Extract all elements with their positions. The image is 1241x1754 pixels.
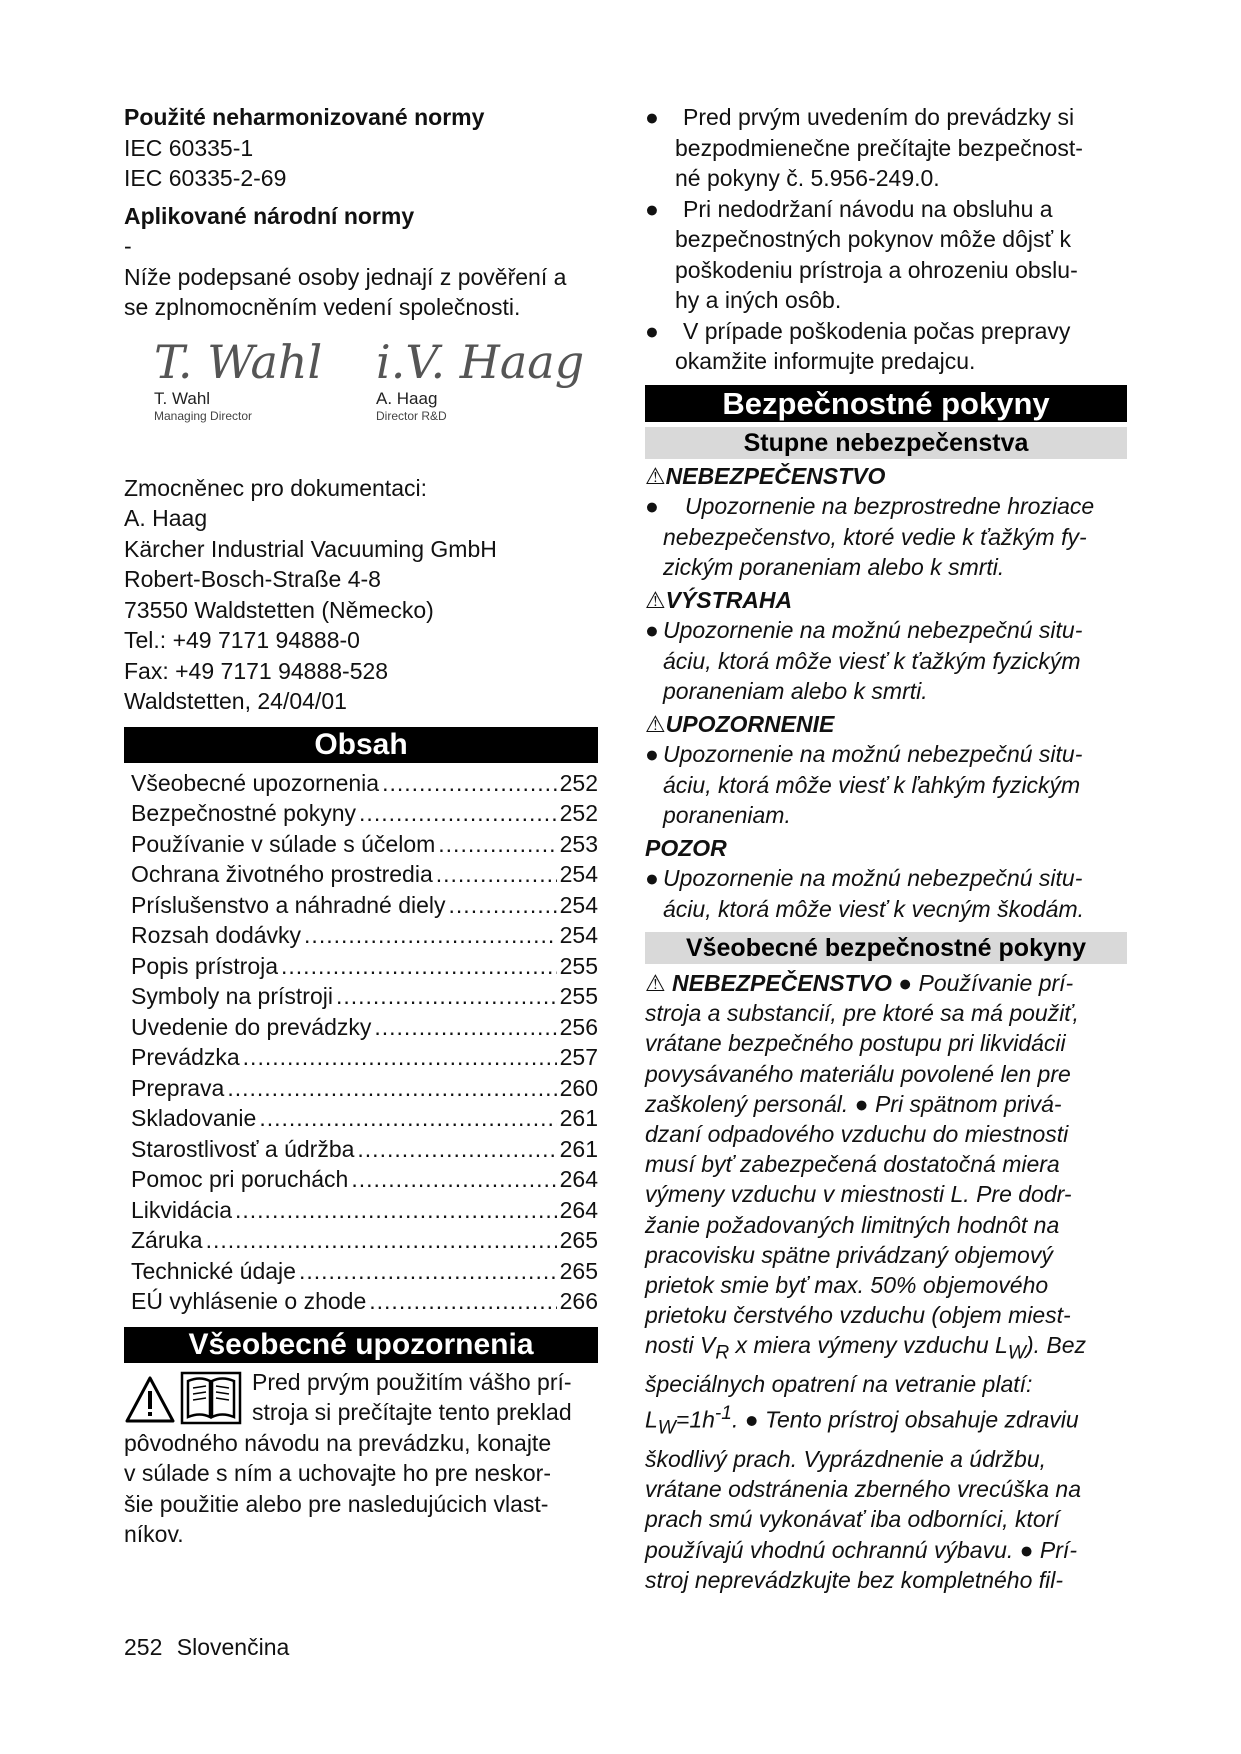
safety-heading: Bezpečnostné pokyny <box>645 385 1127 422</box>
hazard-description <box>645 491 1127 583</box>
toc-entry <box>124 829 598 860</box>
signature-script: i.V. Haag <box>376 334 585 389</box>
page-footer <box>124 1634 289 1661</box>
formula-line <box>645 1399 1127 1443</box>
hazard-levels <box>645 461 1127 925</box>
contact-line: Robert-Bosch-Straße 4-8 <box>124 566 381 592</box>
toc-dot-leader <box>259 1103 556 1134</box>
footer-language: Slovenčina <box>176 1634 290 1660</box>
toc-entry-page: 256 <box>559 1013 598 1040</box>
toc-entry-page: 261 <box>559 1105 598 1131</box>
hazard-text: zickým poraneniam alebo k smrti. <box>663 554 1005 580</box>
hazard-levels-heading: Stupne nebezpečenstva <box>645 427 1127 459</box>
bullet-dot: ● <box>645 741 659 767</box>
toc-heading: Obsah <box>124 727 598 763</box>
bullet-text: Pred prvým uvedením do prevádzky si <box>683 104 1075 130</box>
national-norms-value: - <box>124 233 132 259</box>
hazard-label-text: POZOR <box>645 834 727 861</box>
signer-title: Managing Director <box>154 408 253 423</box>
toc-dot-leader <box>449 890 557 921</box>
toc-entry-title: Bezpečnostné pokyny <box>131 800 357 826</box>
toc-entry <box>124 1134 598 1165</box>
contact-line: A. Haag <box>124 505 208 531</box>
formula-superscript: -1 <box>714 1403 732 1425</box>
toc-entry-title: Záruka <box>131 1227 203 1253</box>
toc-dot-leader <box>243 1042 557 1073</box>
hazard-description <box>645 863 1127 924</box>
formula-subscript: W <box>657 1417 676 1439</box>
toc-entry-title: Symboly na prístroji <box>131 983 333 1009</box>
hazard-label-text: VÝSTRAHA <box>665 586 793 613</box>
formula-text: L <box>645 1407 658 1434</box>
warning-icon: ⚠ <box>645 462 666 489</box>
intro-bullet <box>645 194 1127 316</box>
warning-icon: ⚠ <box>645 586 666 613</box>
toc-entry-page: 255 <box>559 983 598 1009</box>
norm-item: IEC 60335-2-69 <box>124 165 287 191</box>
toc-entry-page: 255 <box>559 952 598 979</box>
general-notes-text: v súlade s ním a uchovajte ho pre neskor- <box>124 1460 552 1486</box>
toc-dot-leader <box>227 1073 556 1104</box>
toc-entry-page: 261 <box>559 1135 598 1162</box>
manual-book-icon <box>180 1371 242 1425</box>
signature-wahl <box>154 335 322 423</box>
safety-text-line: prietok smie byť max. 50% objemového <box>645 1272 1049 1299</box>
signer-title: Director R&D <box>376 408 447 423</box>
toc-entry <box>124 1225 598 1256</box>
safety-text-line: povysávaného materiálu povolené len pre <box>645 1060 1071 1087</box>
general-safety-text <box>645 968 1127 1595</box>
right-column <box>645 102 1127 1595</box>
general-notes-text: pôvodného návodu na prevádzku, konajte <box>124 1429 552 1456</box>
bullet-text: V prípade poškodenia počas prepravy <box>683 317 1071 344</box>
page-number: 252 <box>124 1634 163 1660</box>
signature-block <box>124 323 598 473</box>
toc-dot-leader <box>359 798 557 829</box>
toc-dot-leader <box>299 1256 557 1287</box>
toc-entry-page: 264 <box>559 1196 598 1223</box>
bullet-dot: ● <box>645 865 659 891</box>
toc-entry-title: Používanie v súlade s účelom <box>131 830 436 857</box>
safety-text-line: používajú vhodnú ochrannú výbavu. ● Prí- <box>645 1536 1077 1563</box>
hazard-description <box>645 615 1127 707</box>
toc-dot-leader <box>351 1164 556 1195</box>
contact-line: 73550 Waldstetten (Německo) <box>124 596 434 623</box>
toc-entry-title: Rozsah dodávky <box>131 922 302 948</box>
hazard-text: poraneniam. <box>663 802 791 828</box>
toc-dot-leader <box>304 920 557 951</box>
toc-entry <box>124 1042 598 1073</box>
toc-entry-page: 265 <box>559 1227 598 1253</box>
contact-line: Zmocněnec pro dokumentaci: <box>124 474 427 501</box>
warning-icon <box>124 1375 176 1425</box>
toc-entry <box>124 768 598 799</box>
toc-dot-leader <box>382 768 557 799</box>
toc-entry-title: EÚ vyhlásenie o zhode <box>131 1288 367 1314</box>
icon-row <box>124 1367 598 1428</box>
safety-text-line: výmeny vzduchu v miestnosti L. Pre dodr- <box>645 1181 1072 1208</box>
bullet-text: bezpečnostných pokynov môže dôjsť k <box>675 226 1072 252</box>
general-notes-text: šie použitie alebo pre nasledujúcich vlast- <box>124 1490 549 1517</box>
toc-entry-page: 266 <box>559 1288 598 1314</box>
toc-entry <box>124 951 598 982</box>
bullet-text: Pri nedodržaní návodu na obsluhu a <box>683 195 1053 222</box>
contact-line: Kärcher Industrial Vacuuming GmbH <box>124 535 497 562</box>
general-safety-heading: Všeobecné bezpečnostné pokyny <box>645 932 1127 964</box>
hazard-text: nebezpečenstvo, ktoré vedie k ťažkým fy- <box>663 523 1087 550</box>
hazard-label-text: NEBEZPEČENSTVO <box>665 462 886 489</box>
general-notes-text: Pred prvým použitím vášho prí- <box>252 1368 572 1395</box>
safety-text-line: vrátane odstránenia zberného vrecúška na <box>645 1476 1082 1503</box>
toc-entry-page: 254 <box>559 861 598 887</box>
toc-entry <box>124 798 598 829</box>
formula-line <box>645 1330 1127 1369</box>
formula-text: ). Bez <box>1025 1332 1087 1359</box>
formula-subscript: R <box>715 1343 730 1365</box>
toc-entry <box>124 1073 598 1104</box>
signature-haag <box>376 335 584 423</box>
bullet-text: bezpodmienečne prečítajte bezpečnost- <box>675 134 1083 161</box>
bullet-dot: ● <box>645 617 659 643</box>
toc-entry-page: 265 <box>559 1257 598 1284</box>
hazard-text: Upozornenie na možnú nebezpečnú situ- <box>663 741 1083 767</box>
toc-entry-title: Prevádzka <box>131 1044 240 1070</box>
toc-entry-page: 260 <box>559 1074 598 1101</box>
toc-dot-leader <box>369 1286 556 1317</box>
formula-text: x miera výmeny vzduchu L <box>729 1332 1008 1359</box>
toc-entry-title: Starostlivosť a údržba <box>131 1135 355 1162</box>
safety-text-line: vrátane bezpečného postupu pri likvidácii <box>645 1030 1066 1057</box>
safety-text-line: ● Používanie prí- <box>891 970 1074 996</box>
bullet-text: okamžite informujte predajcu. <box>675 348 976 374</box>
toc-entry <box>124 1103 598 1134</box>
toc-entry <box>124 1256 598 1287</box>
hazard-level <box>645 461 1127 583</box>
toc-dot-leader <box>436 859 557 890</box>
toc-entry-title: Skladovanie <box>131 1105 257 1131</box>
toc-dot-leader <box>235 1195 557 1226</box>
hazard-text: áciu, ktorá môže viesť k ťažkým fyzickým <box>663 647 1081 674</box>
left-column <box>124 102 598 1550</box>
contact-line: Waldstetten, 24/04/01 <box>124 688 347 714</box>
toc-entry-title: Všeobecné upozornenia <box>131 769 380 796</box>
toc-entry-title: Likvidácia <box>131 1196 232 1223</box>
norm-item: IEC 60335-1 <box>124 134 254 161</box>
toc-entry <box>124 1286 598 1317</box>
formula-text: =1h <box>675 1407 715 1434</box>
toc-entry <box>124 859 598 890</box>
safety-text-line: stroja a substancií, pre ktoré sa má použiť, <box>645 1000 1079 1027</box>
bullet-text: né pokyny č. 5.956-249.0. <box>675 165 940 191</box>
hazard-text: áciu, ktorá môže viesť k ľahkým fyzickým <box>663 771 1081 798</box>
toc-dot-leader <box>206 1225 557 1256</box>
hazard-level <box>645 585 1127 707</box>
formula-text: nosti V <box>645 1332 716 1359</box>
safety-text-line: musí byť zabezpečená dostatočná miera <box>645 1151 1060 1178</box>
toc-entry <box>124 890 598 921</box>
national-norms-heading: Aplikované národní normy <box>124 202 415 229</box>
general-notes-block <box>124 1367 598 1550</box>
bullet-dot: ● <box>645 195 659 222</box>
toc-dot-leader <box>336 981 557 1012</box>
contact-block <box>124 473 598 717</box>
safety-text-line: stroj neprevádzkujte bez kompletného fil- <box>645 1566 1064 1593</box>
bullet-dot: ● <box>645 104 659 130</box>
hazard-text: Upozornenie na bezprostredne hroziace <box>685 493 1095 519</box>
hazard-label <box>645 461 1127 492</box>
table-of-contents <box>124 768 598 1317</box>
general-notes-text: stroja si prečítajte tento preklad <box>252 1399 572 1425</box>
hazard-text: Upozornenie na možnú nebezpečnú situ- <box>663 617 1083 643</box>
bullet-text: poškodeniu prístroja a ohrozeniu obslu- <box>675 256 1078 283</box>
toc-dot-leader <box>438 829 556 860</box>
toc-entry-title: Príslušenstvo a náhradné diely <box>131 891 446 918</box>
safety-text-line: škodlivý prach. Vyprázdnenie a údržbu, <box>645 1445 1047 1472</box>
general-safety-label: NEBEZPEČENSTVO <box>672 970 892 996</box>
safety-text-line: pracovisku spätne privádzaný objemový <box>645 1241 1053 1268</box>
hazard-label <box>645 709 1127 740</box>
general-notes-text: níkov. <box>124 1521 184 1547</box>
hazard-text: poraneniam alebo k smrti. <box>663 678 928 704</box>
hazard-level <box>645 709 1127 831</box>
toc-entry-title: Ochrana životného prostredia <box>131 861 433 887</box>
toc-entry-page: 254 <box>559 891 598 918</box>
hazard-description <box>645 739 1127 831</box>
hazard-label <box>645 585 1127 616</box>
toc-entry <box>124 1164 598 1195</box>
warning-icon: ⚠ <box>645 710 666 737</box>
intro-bullets <box>645 102 1127 377</box>
signature-script: T. Wahl <box>154 334 323 389</box>
intro-bullet <box>645 316 1127 377</box>
toc-entry <box>124 981 598 1012</box>
toc-entry <box>124 1012 598 1043</box>
toc-entry-page: 264 <box>559 1166 598 1192</box>
safety-text-line: žanie požadovaných limitných hodnôt na <box>645 1211 1060 1238</box>
toc-entry-title: Technické údaje <box>131 1257 296 1284</box>
toc-entry-title: Preprava <box>131 1074 225 1101</box>
formula-subscript: W <box>1007 1343 1026 1365</box>
norms-heading: Použité neharmonizované normy <box>124 104 485 130</box>
intro-bullet <box>645 102 1127 194</box>
toc-entry-title: Pomoc pri poruchách <box>131 1166 349 1192</box>
formula-text: . ● Tento prístroj obsahuje zdraviu <box>731 1407 1079 1434</box>
hazard-label-text: UPOZORNENIE <box>665 710 835 737</box>
toc-dot-leader <box>357 1134 556 1165</box>
contact-line: Tel.: +49 7171 94888-0 <box>124 627 360 653</box>
toc-entry-title: Popis prístroja <box>131 952 279 979</box>
safety-text-line: prietoku čerstvého vzduchu (objem miest- <box>645 1302 1071 1329</box>
toc-entry <box>124 1195 598 1226</box>
signer-name: A. Haag <box>376 388 438 408</box>
safety-text-line: špeciálnych opatrení na vetranie platí: <box>645 1371 1033 1398</box>
toc-dot-leader <box>281 951 557 982</box>
toc-entry-page: 252 <box>559 769 598 796</box>
hazard-level <box>645 833 1127 925</box>
authorization-text: Níže podepsané osoby jednají z pověření a <box>124 263 567 290</box>
signer-name: T. Wahl <box>154 388 211 408</box>
bullet-dot: ● <box>645 317 659 344</box>
warning-icon: ⚠ <box>645 970 666 996</box>
hazard-text: Upozornenie na možnú nebezpečnú situ- <box>663 865 1083 891</box>
toc-entry-page: 257 <box>559 1044 598 1070</box>
safety-text-line: zaškolený personál. ● Pri spätnom privá- <box>645 1090 1062 1117</box>
hazard-text: áciu, ktorá môže viesť k vecným škodám. <box>663 895 1085 922</box>
toc-entry-page: 252 <box>559 800 598 826</box>
general-notes-heading: Všeobecné upozornenia <box>124 1327 598 1363</box>
toc-entry <box>124 920 598 951</box>
toc-entry-page: 254 <box>559 922 598 948</box>
safety-text-line: prach smú vykonávať iba odborníci, ktorí <box>645 1506 1060 1533</box>
contact-line: Fax: +49 7171 94888-528 <box>124 657 389 684</box>
safety-text-line: dzaní odpadového vzduchu do miestnosti <box>645 1121 1069 1148</box>
toc-dot-leader <box>374 1012 556 1043</box>
bullet-text: hy a iných osôb. <box>675 287 842 313</box>
bullet-dot: ● <box>645 493 659 519</box>
authorization-text: se zplnomocněním vedení společnosti. <box>124 294 521 320</box>
toc-entry-title: Uvedenie do prevádzky <box>131 1013 372 1040</box>
toc-entry-page: 253 <box>559 830 598 857</box>
hazard-label <box>645 833 1127 864</box>
